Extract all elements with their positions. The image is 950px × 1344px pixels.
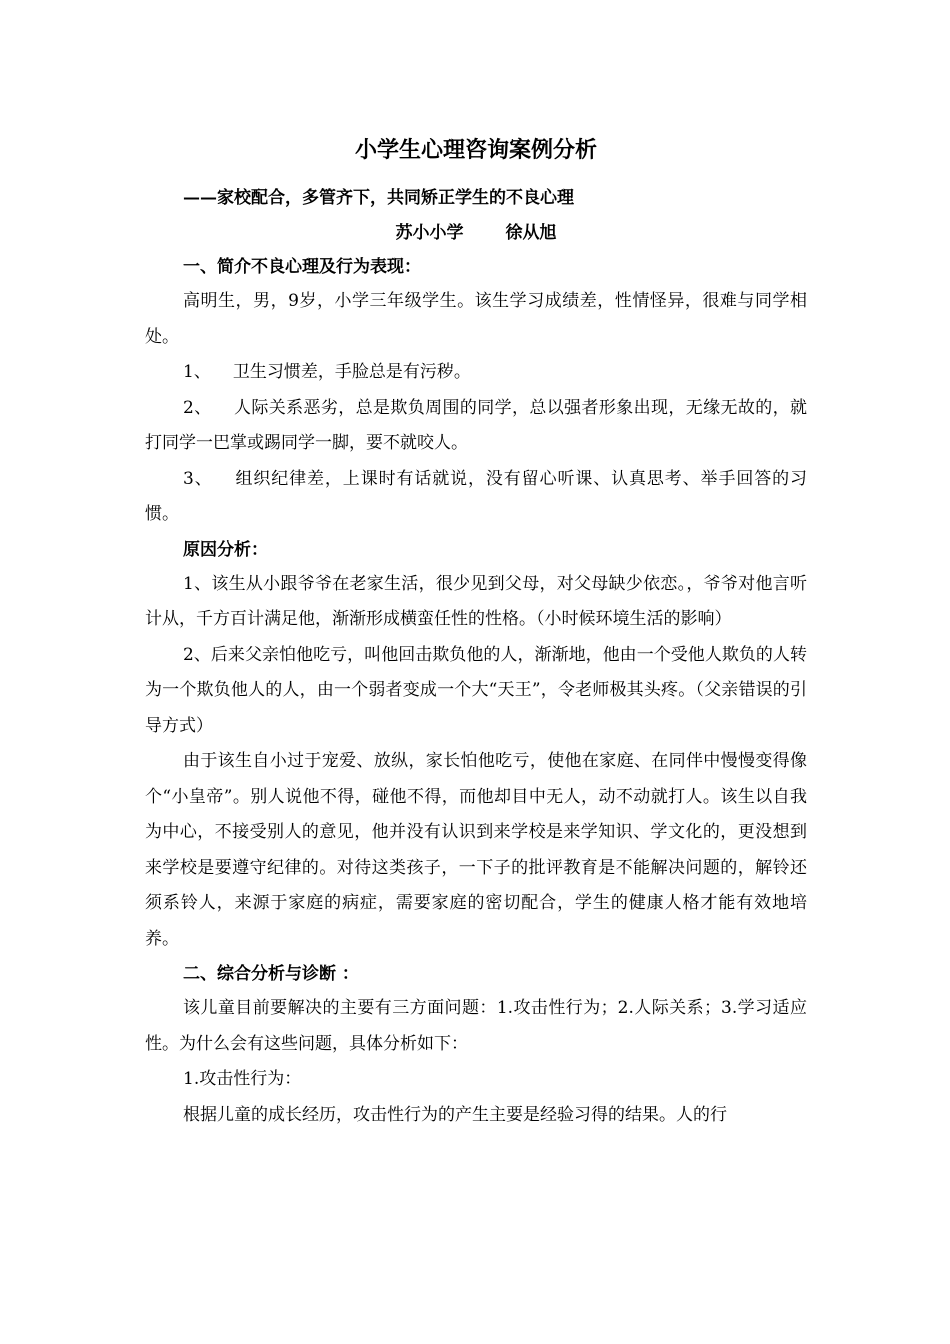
cause-paragraph: 1、该生从小跟爷爷在老家生活，很少见到父母，对父母缺少依恋。，爷爷对他言听计从，千方百计满足他，渐渐形成横蛮任性的性格。（小时候环境生活的影响） (145, 573, 807, 629)
document-body (145, 130, 807, 1133)
behavior-text: 组织纪律差，上课时有话就说，没有留心听课、认真思考、举手回答的习惯。 (145, 468, 807, 524)
section-heading-1: 一、简介不良心理及行为表现： (183, 257, 421, 277)
cause-paragraph: 2、后来父亲怕他吃亏，叫他回击欺负他的人，渐渐地，他由一个受他人欺负的人转为一个欺负他人的人，由一个弱者变成一个大“天王”，令老师极其头疼。（父亲错误的引导方式） (145, 644, 807, 736)
behavior-text: 人际关系恶劣，总是欺负周围的同学，总以强者形象出现，无缘无故的，就打同学一巴掌或踢同学一脚，要不就咬人。 (145, 397, 807, 453)
cause-heading: 原因分析： (183, 539, 268, 560)
subsection-paragraph: 根据儿童的成长经历，攻击性行为的产生主要是经验习得的结果。人的行 (183, 1104, 727, 1125)
behavior-number: 2、 (183, 397, 212, 418)
cause-paragraph: 由于该生自小过于宠爱、放纵，家长怕他吃亏，使他在家庭、在同伴中慢慢变得像个“小皇帝”。别人说他不得，碰他不得，而他却目中无人，动不动就打人。该生以自我为中心，不接受别人的意见，他并没有认识到来学校是来学知识、学文化的，更没想到来学校是要遵守纪律的。对待这类孩子，一下子的批评教育是不能解决问题的，解铃还须系铃人，来源于家庭的病症，需要家庭的密切配合，学生的健康人格才能有效地培养。 (145, 751, 807, 949)
document-subtitle: ——家校配合，多管齐下，共同矫正学生的不良心理 (183, 188, 574, 208)
section-heading-2: 二、综合分析与诊断 ： (183, 964, 359, 984)
author-name: 徐从旭 (505, 223, 557, 243)
document-title: 小学生心理咨询案例分析 (354, 137, 597, 163)
behavior-item (145, 355, 807, 391)
behavior-item (145, 462, 807, 533)
intro-paragraph: 高明生，男，9岁，小学三年级学生。该生学习成绩差，性情怪异，很难与同学相处。 (145, 291, 807, 347)
behavior-number: 3、 (183, 468, 213, 489)
school-name: 苏小小学 (395, 223, 464, 243)
subsection-heading: 1.攻击性行为： (183, 1069, 302, 1089)
author-line (145, 216, 807, 250)
behavior-text: 卫生习惯差，手脸总是有污秽。 (232, 362, 471, 382)
behavior-item (145, 391, 807, 462)
section2-intro: 该儿童目前要解决的主要有三方面问题：1.攻击性行为；2.人际关系；3.学习适应性。为什么会有这些问题，具体分析如下： (145, 998, 807, 1054)
behavior-number: 1、 (183, 362, 211, 382)
